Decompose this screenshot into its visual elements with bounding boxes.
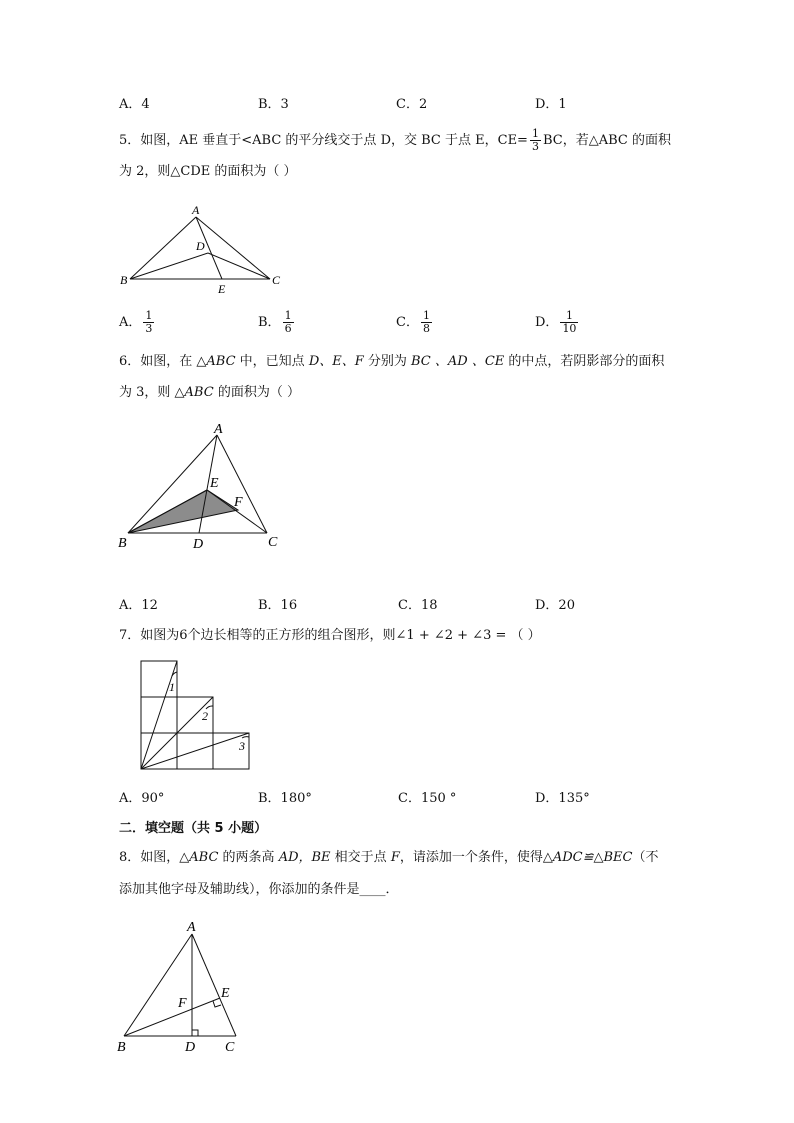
q7-stem: 7．如图为6个边长相等的正方形的组合图形，则∠1 + ∠2 + ∠3 = （ ） [119,628,541,643]
q6-option-d: D．20 [535,598,575,613]
section-heading: 二．填空题（共 5 小题） [119,821,268,836]
q4-option-b: B．3 [258,97,289,112]
q6-label-b: B [118,536,127,551]
q5-label-a: A [192,203,200,217]
q7-option-d: D．135° [535,791,590,806]
q8-figure [112,918,252,1060]
q8-label-c: C [225,1040,235,1055]
q6-stem-line1: 6．如图，在 △ABC 中，已知点 D、E、F 分别为 BC 、AD 、CE 的中点，若阴影部分的面积 [119,354,665,369]
q5-option-d: D． $\frac{1}{10}$ [535,309,577,335]
q6-option-c: C．18 [398,598,438,613]
q8-label-f: F [178,996,187,1011]
q4-option-c: C．2 [396,97,428,112]
q5-figure [110,198,300,298]
q5-stem-line1: 5．如图，AE 垂直于<ABC 的平分线交于点 D，交 BC 于点 E，CE= $\frac{1}{3}$ BC，若△ABC 的面积 [119,127,671,153]
q4-option-a: A．4 [119,97,150,112]
q7-option-b: B．180° [258,791,312,806]
q5-stem-line2: 为 2，则△CDE 的面积为（ ） [119,164,297,179]
q8-stem-line2: 添加其他字母及辅助线），你添加的条件是____． [119,882,399,897]
q5-option-c: C． $\frac{1}{8}$ [396,309,430,335]
q6-label-a: A [214,422,223,437]
q7-option-c: C．150 ° [398,791,457,806]
q4-option-d: D．1 [535,97,567,112]
q8-label-a: A [187,920,196,935]
q6-option-b: B．16 [258,598,298,613]
q7-angle-1: 1 [169,680,175,694]
q6-label-c: C [268,535,278,550]
q5-label-e: E [218,282,226,296]
q6-label-d: D [193,537,204,552]
q5-option-a: A． $\frac{1}{3}$ [119,309,153,335]
q5-label-d: D [196,239,205,253]
q5-label-c: C [272,273,281,287]
q6-shaded-region [128,490,238,533]
q7-option-a: A．90° [119,791,165,806]
q6-label-e: E [210,476,219,491]
q6-figure [112,420,292,560]
q8-label-e: E [221,986,230,1001]
q5-label-b: B [120,273,128,287]
q8-label-b: B [117,1040,126,1055]
q5-fraction: $\frac{1}{3}$ [531,127,539,153]
q8-stem-line1: 8．如图，△ABC 的两条高 AD，BE 相交于点 F，请添加一个条件，使得△ADC≌△BEC（不 [119,850,659,865]
q6-option-a: A．12 [119,598,158,613]
q7-angle-2: 2 [202,709,208,723]
q5-option-b: B． $\frac{1}{6}$ [258,309,292,335]
q7-angle-3: 3 [239,739,245,753]
q7-figure [138,658,256,770]
q6-stem-line2: 为 3，则 △ABC 的面积为（ ） [119,385,300,400]
q8-label-d: D [185,1040,196,1055]
q6-label-f: F [234,495,243,510]
